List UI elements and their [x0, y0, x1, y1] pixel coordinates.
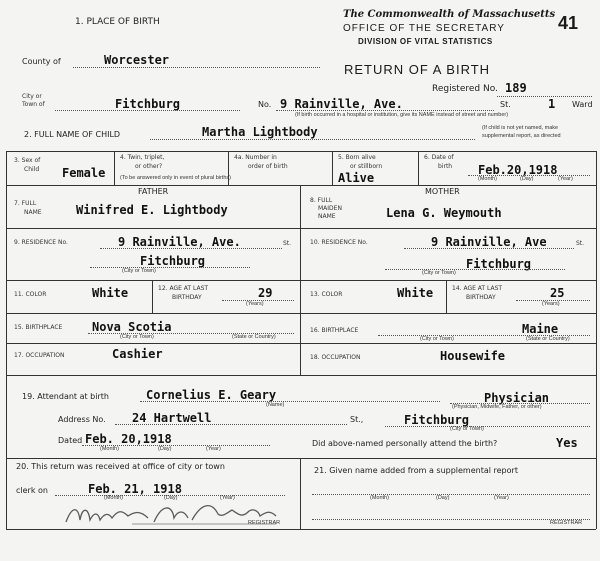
received-registrar-caption: REGISTRAR — [248, 520, 281, 526]
dated-day-caption: (Day) — [158, 446, 172, 452]
street-no-label: No. — [258, 100, 272, 109]
month-caption: (Month) — [478, 176, 497, 182]
address-city-caption: (City or Town) — [450, 426, 484, 432]
plural-note: (To be answered only in event of plural births) — [120, 175, 231, 181]
received-label-2: clerk on — [16, 486, 48, 495]
twin-label-1: 4. Twin, triplet, — [120, 154, 165, 161]
born-label-1: 5. Born alive — [338, 154, 376, 161]
attendant-name-caption: (Name) — [266, 402, 285, 408]
registered-value: 189 — [505, 81, 527, 95]
supplemental-registrar-caption: REGISTRAR — [550, 520, 583, 526]
county-value: Worcester — [104, 53, 170, 67]
st-label: St. — [500, 100, 511, 109]
father-birthplace-label: 15. BIRTHPLACE — [14, 324, 63, 331]
supplemental-year-caption: (Year) — [494, 495, 509, 501]
mother-birthplace-state-caption: (State or Country) — [526, 336, 570, 342]
sex-value: Female — [62, 166, 106, 180]
supplemental-day-caption: (Day) — [436, 495, 450, 501]
mother-birthplace-city-caption: (City or Town) — [420, 336, 454, 342]
address-label: Address No. — [58, 415, 106, 424]
street-value: 9 Rainville, Ave. — [280, 97, 403, 111]
mother-age-label-2: BIRTHDAY — [466, 294, 496, 301]
mother-years-caption: (Years) — [542, 301, 560, 307]
order-label-1: 4a. Number in — [234, 154, 277, 161]
father-age-label-2: BIRTHDAY — [172, 294, 202, 301]
mother-name-label-1: 8. FULL — [310, 197, 333, 204]
mother-name-value: Lena G. Weymouth — [386, 206, 502, 220]
city-label-1: City or — [22, 93, 42, 100]
received-day-caption: (Day) — [164, 495, 178, 501]
sex-label-1: 3. Sex of — [14, 157, 41, 164]
twin-label-2: or other? — [135, 163, 163, 170]
supplemental-label: 21. Given name added from a supplemental report — [314, 466, 518, 475]
attendant-label: 19. Attendant at birth — [22, 392, 109, 401]
mother-name-label-3: NAME — [318, 213, 336, 220]
not-named-note-2: supplemental report, as directed — [482, 133, 561, 139]
ward-value: 1 — [548, 97, 556, 111]
page-number: 41 — [558, 13, 579, 33]
date-label-1: 6. Date of — [424, 154, 454, 161]
year-caption: (Year) — [558, 176, 573, 182]
city-value: Fitchburg — [115, 97, 181, 111]
born-value: Alive — [338, 171, 375, 185]
office-heading: OFFICE OF THE SECRETARY — [343, 23, 505, 34]
address-city-value: Fitchburg — [404, 413, 470, 427]
mother-st-label: St. — [576, 240, 585, 247]
hospital-note: (If birth occurred in a hospital or institution, give its NAME instead of street and number) — [295, 112, 509, 118]
address-st-label: St., — [350, 415, 364, 424]
father-heading: FATHER — [138, 187, 169, 196]
division-heading: DIVISION OF VITAL STATISTICS — [358, 37, 493, 46]
not-named-note-1: (If child is not yet named, make — [482, 125, 559, 131]
received-label-1: 20. This return was received at office of city or town — [16, 462, 225, 471]
mother-name-label-2: MAIDEN — [318, 205, 342, 212]
father-years-caption: (Years) — [246, 301, 264, 307]
return-title: RETURN OF A BIRTH — [344, 62, 491, 77]
mother-color-label: 13. COLOR — [310, 291, 343, 298]
father-city-caption: (City or Town) — [122, 268, 156, 274]
father-st-label: St. — [283, 240, 292, 247]
attendant-title-value: Physician — [484, 391, 550, 405]
father-birthplace-state-caption: (State or Country) — [232, 334, 276, 340]
supplemental-month-caption: (Month) — [370, 495, 389, 501]
received-month-caption: (Month) — [104, 495, 123, 501]
commonwealth-heading: The Commonwealth of Massachusetts — [343, 9, 556, 20]
father-residence-value: 9 Rainville, Ave. — [118, 235, 241, 249]
birth-date-value: Feb.20,1918 — [478, 163, 558, 177]
mother-residence-value: 9 Rainville, Ave — [431, 235, 547, 249]
child-name-label: 2. FULL NAME OF CHILD — [24, 130, 121, 139]
mother-birthplace-label: 16. BIRTHPLACE — [310, 327, 359, 334]
mother-birthplace-value: Maine — [522, 322, 559, 336]
father-name-label-1: 7. FULL — [14, 200, 37, 207]
father-occupation-label: 17. OCCUPATION — [14, 352, 65, 359]
father-name-label-2: NAME — [24, 209, 42, 216]
attend-answer: Yes — [556, 436, 578, 450]
date-label-2: birth — [438, 163, 453, 170]
father-city-value: Fitchburg — [140, 254, 206, 268]
place-of-birth-heading: 1. PLACE OF BIRTH — [75, 17, 160, 27]
mother-heading: MOTHER — [425, 187, 460, 196]
mother-age-label-1: 14. AGE AT LAST — [452, 285, 503, 292]
father-age-value: 29 — [258, 286, 273, 300]
day-caption: (Day) — [520, 176, 534, 182]
mother-occupation-label: 18. OCCUPATION — [310, 354, 361, 361]
attendant-title-caption: (Physician, Midwife, Father, or other) — [452, 404, 542, 410]
received-year-caption: (Year) — [220, 495, 235, 501]
father-color-label: 11. COLOR — [14, 291, 47, 298]
mother-residence-label: 10. RESIDENCE No. — [310, 239, 368, 246]
dated-value: Feb. 20,1918 — [85, 432, 172, 446]
registered-label: Registered No. — [432, 84, 498, 94]
attend-question: Did above-named personally attend the birth? — [312, 439, 498, 448]
child-name-value: Martha Lightbody — [202, 125, 318, 139]
father-color-value: White — [92, 286, 129, 300]
received-date-value: Feb. 21, 1918 — [88, 482, 182, 496]
mother-city-caption: (City or Town) — [422, 270, 456, 276]
dated-month-caption: (Month) — [100, 446, 119, 452]
mother-city-value: Fitchburg — [466, 257, 532, 271]
address-value: 24 Hartwell — [132, 411, 212, 425]
father-birthplace-value: Nova Scotia — [92, 320, 172, 334]
attendant-name-value: Cornelius E. Geary — [146, 388, 277, 402]
dated-year-caption: (Year) — [206, 446, 221, 452]
father-name-value: Winifred E. Lightbody — [76, 203, 228, 217]
father-residence-label: 9. RESIDENCE No. — [14, 239, 68, 246]
sex-label-2: Child — [24, 166, 40, 173]
born-label-2: or stillborn — [350, 163, 383, 170]
father-age-label-1: 12. AGE AT LAST — [158, 285, 209, 292]
dated-label: Dated — [58, 436, 83, 445]
ward-label: Ward — [572, 100, 593, 109]
mother-color-value: White — [397, 286, 434, 300]
father-birthplace-city-caption: (City or Town) — [120, 334, 154, 340]
county-label: County of — [22, 57, 61, 66]
order-label-2: order of birth — [248, 163, 288, 170]
city-label-2: Town of — [22, 101, 45, 108]
mother-occupation-value: Housewife — [440, 349, 506, 363]
father-occupation-value: Cashier — [112, 347, 163, 361]
mother-age-value: 25 — [550, 286, 565, 300]
